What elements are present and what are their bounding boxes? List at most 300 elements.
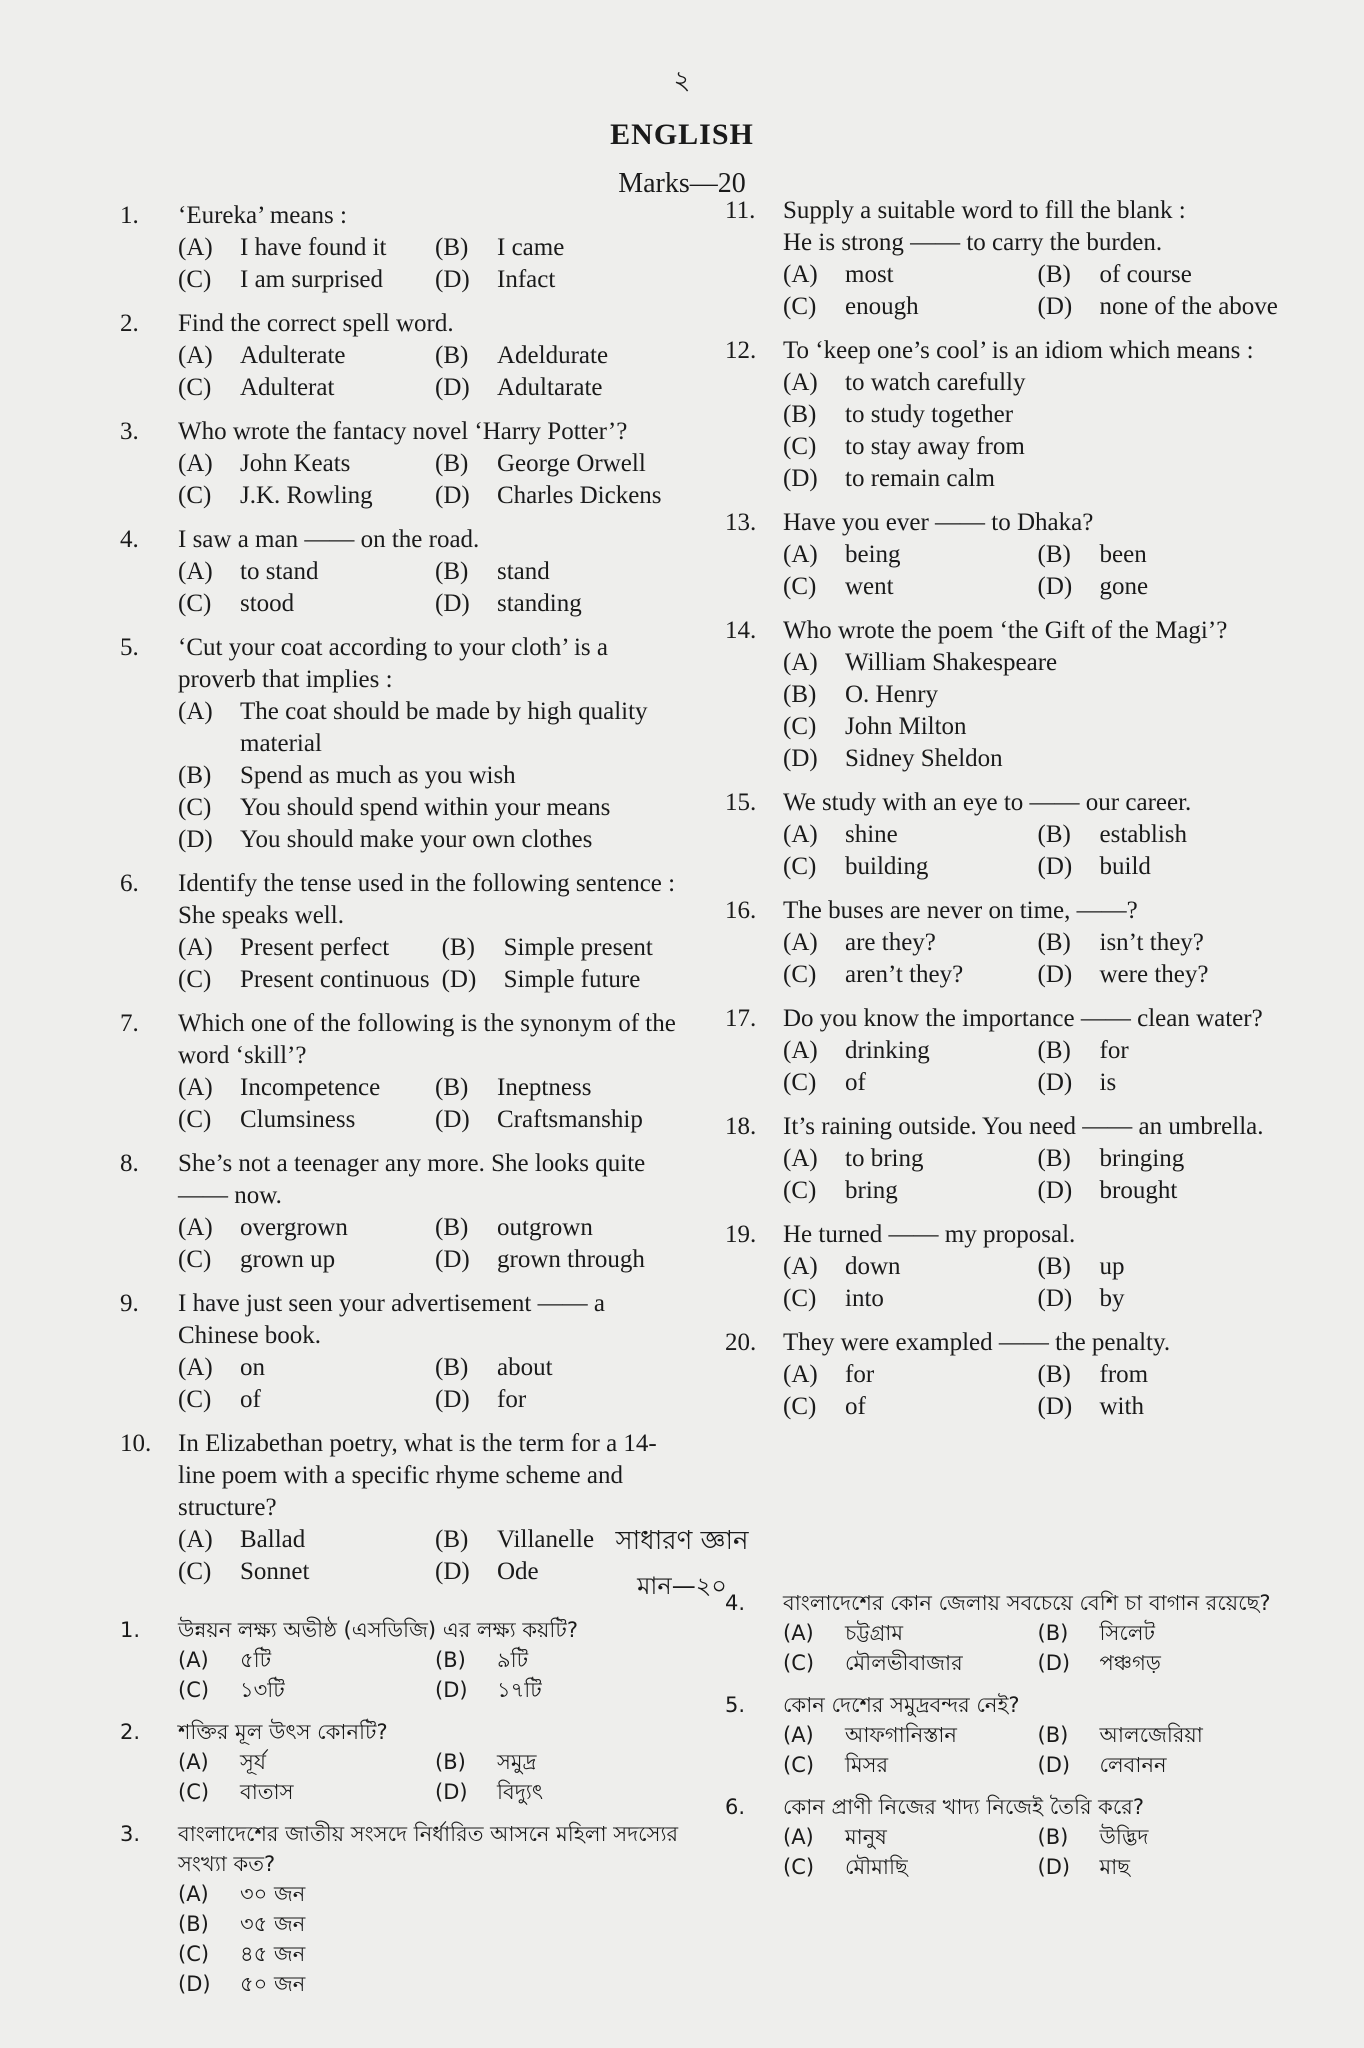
answer-option xyxy=(1038,1035,1281,1067)
answer-option xyxy=(178,448,423,480)
option-text: Adulterate xyxy=(240,342,346,369)
answer-option xyxy=(783,1067,1026,1099)
option-letter: (A) xyxy=(178,1648,209,1672)
question-text: শক্তির মূল উৎস কোনটি? xyxy=(178,1720,388,1744)
option-text: drinking xyxy=(845,1037,930,1064)
option-text: ৫০ জন xyxy=(240,1972,306,1996)
answer-option xyxy=(435,448,680,480)
option-letter: (B) xyxy=(1037,1145,1071,1172)
gk-section-title: সাধারণ জ্ঞান xyxy=(615,1526,749,1556)
answer-option xyxy=(1038,291,1281,323)
answer-option xyxy=(435,340,680,372)
answer-option xyxy=(178,1645,423,1675)
option-letter: (A) xyxy=(178,1526,213,1553)
option-letter: (C) xyxy=(178,374,212,401)
gk-marks: মান—২০ xyxy=(637,1572,727,1600)
question xyxy=(725,787,1280,883)
option-letter: (C) xyxy=(178,966,212,993)
answer-option xyxy=(783,711,1280,743)
option-text: Sidney Sheldon xyxy=(845,745,1003,772)
option-letter: (D) xyxy=(1037,1069,1073,1096)
option-text: Ode xyxy=(497,1558,539,1585)
option-text: to stand xyxy=(240,558,319,585)
answer-option xyxy=(1038,1359,1281,1391)
option-letter: (D) xyxy=(1037,1753,1071,1777)
option-letter: (B) xyxy=(435,234,469,261)
answer-option xyxy=(1038,851,1281,883)
option-text: Adultarate xyxy=(497,374,603,401)
option-text: enough xyxy=(845,293,919,320)
question-number: 1. xyxy=(120,1618,141,1642)
option-text: bringing xyxy=(1099,1145,1185,1172)
answer-option xyxy=(1038,1822,1281,1852)
answer-option xyxy=(783,1720,1026,1750)
question-number: 6. xyxy=(725,1795,746,1819)
answer-option xyxy=(178,372,423,404)
option-letter: (B) xyxy=(435,1354,469,1381)
answer-option xyxy=(1038,1648,1281,1678)
question xyxy=(725,1588,1280,1678)
answer-option xyxy=(178,1879,680,1909)
option-text: Present perfect xyxy=(240,934,390,961)
question-sentence: He is strong —— to carry the burden. xyxy=(783,229,1163,256)
question-number: 1. xyxy=(120,202,139,229)
question-text: To ‘keep one’s cool’ is an idiom which means : xyxy=(783,337,1254,364)
option-text: John Milton xyxy=(845,713,967,740)
answer-option xyxy=(783,291,1026,323)
answer-option xyxy=(783,1035,1026,1067)
answer-option xyxy=(435,372,680,404)
option-letter: (D) xyxy=(1037,1651,1071,1675)
option-text: on xyxy=(240,1354,265,1381)
option-letter: (B) xyxy=(435,1214,469,1241)
option-letter: (C) xyxy=(178,1558,212,1585)
option-text: ৪৫ জন xyxy=(240,1942,306,1966)
question xyxy=(725,335,1280,495)
answer-option xyxy=(178,340,423,372)
answer-option xyxy=(435,1212,680,1244)
answer-option xyxy=(178,1352,423,1384)
answer-option xyxy=(435,1777,680,1807)
option-text: stood xyxy=(240,590,295,617)
question xyxy=(120,1288,680,1416)
option-letter: (A) xyxy=(178,450,213,477)
option-text: Adeldurate xyxy=(497,342,609,369)
question-number: 20. xyxy=(725,1329,757,1356)
option-letter: (D) xyxy=(435,590,470,617)
question-text: In Elizabethan poetry, what is the term for a 14-line poem with a specific rhyme scheme and structure? xyxy=(178,1430,657,1521)
question-number: 3. xyxy=(120,418,139,445)
question-number: 13. xyxy=(725,509,757,536)
question-number: 9. xyxy=(120,1290,139,1317)
answer-option xyxy=(178,1244,423,1276)
answer-option xyxy=(1038,1143,1281,1175)
answer-option xyxy=(435,588,680,620)
option-letter: (D) xyxy=(1037,293,1073,320)
answer-option xyxy=(435,1244,680,1276)
question-text: Do you know the importance —— clean water? xyxy=(783,1005,1263,1032)
option-text: ৯টি xyxy=(497,1648,529,1672)
question-text: কোন দেশের সমুদ্রবন্দর নেই? xyxy=(783,1693,1020,1717)
answer-option xyxy=(1038,1852,1281,1882)
answer-option xyxy=(783,1648,1026,1678)
answer-option xyxy=(1038,819,1281,851)
question-text: The buses are never on time, ——? xyxy=(783,897,1138,924)
question xyxy=(725,895,1280,991)
option-letter: (B) xyxy=(1037,821,1071,848)
question-number: 12. xyxy=(725,337,757,364)
gk-right-column xyxy=(725,1588,1280,1894)
question-text: Who wrote the fantacy novel ‘Harry Potter’? xyxy=(178,418,628,445)
options-list xyxy=(783,647,1280,775)
question-text: They were exampled —— the penalty. xyxy=(783,1329,1171,1356)
answer-option xyxy=(783,1750,1026,1780)
answer-option xyxy=(1038,927,1281,959)
option-letter: (A) xyxy=(783,541,818,568)
option-letter: (B) xyxy=(1037,1361,1071,1388)
answer-option xyxy=(783,927,1026,959)
option-text: bring xyxy=(845,1177,898,1204)
option-text: পঞ্চগড় xyxy=(1099,1651,1161,1675)
question xyxy=(120,1615,680,1705)
option-text: ৩৫ জন xyxy=(240,1912,306,1936)
option-letter: (D) xyxy=(178,826,213,853)
question-text: I have just seen your advertisement —— a Chinese book. xyxy=(178,1290,605,1349)
answer-option xyxy=(178,760,680,792)
option-text: Spend as much as you wish xyxy=(240,762,516,789)
question xyxy=(120,1717,680,1807)
answer-option xyxy=(783,1143,1026,1175)
answer-option xyxy=(783,539,1026,571)
options-list xyxy=(178,340,680,404)
answer-option xyxy=(178,1384,423,1416)
question-number: 7. xyxy=(120,1010,139,1037)
option-text: Charles Dickens xyxy=(497,482,662,509)
answer-option xyxy=(435,480,680,512)
options-list xyxy=(783,1618,1280,1678)
option-letter: (A) xyxy=(783,821,818,848)
option-text: shine xyxy=(845,821,898,848)
option-text: being xyxy=(845,541,901,568)
option-text: standing xyxy=(497,590,582,617)
option-text: আলজেরিয়া xyxy=(1099,1723,1203,1747)
option-letter: (B) xyxy=(435,450,469,477)
option-text: Simple future xyxy=(503,966,641,993)
option-text: I came xyxy=(497,234,565,261)
question-text: ‘Cut your coat according to your cloth’ is a proverb that implies : xyxy=(178,634,608,693)
option-text: to stay away from xyxy=(845,433,1025,460)
question xyxy=(725,195,1280,323)
option-letter: (A) xyxy=(178,342,213,369)
option-text: is xyxy=(1099,1069,1117,1096)
option-text: O. Henry xyxy=(845,681,939,708)
option-text: বাতাস xyxy=(240,1780,294,1804)
option-letter: (D) xyxy=(435,1780,468,1804)
option-letter: (A) xyxy=(783,261,818,288)
question xyxy=(120,1008,680,1136)
option-letter: (B) xyxy=(1037,541,1071,568)
option-letter: (D) xyxy=(1037,1393,1073,1420)
answer-option xyxy=(1038,1720,1281,1750)
options-list xyxy=(178,1352,680,1416)
option-letter: (C) xyxy=(783,961,817,988)
option-letter: (C) xyxy=(178,1246,212,1273)
option-text: The coat should be made by high quality material xyxy=(240,698,648,757)
answer-option xyxy=(178,1212,423,1244)
options-list xyxy=(783,367,1280,495)
answer-option xyxy=(178,696,680,760)
option-text: Incompetence xyxy=(240,1074,381,1101)
option-letter: (A) xyxy=(783,1253,818,1280)
option-text: to watch carefully xyxy=(845,369,1026,396)
option-text: none of the above xyxy=(1099,293,1278,320)
option-letter: (C) xyxy=(178,1106,212,1133)
option-letter: (B) xyxy=(178,1912,209,1936)
options-list xyxy=(178,1645,680,1705)
option-letter: (B) xyxy=(783,401,817,428)
answer-option xyxy=(783,259,1026,291)
option-text: সূর্য xyxy=(240,1750,266,1774)
option-text: establish xyxy=(1099,821,1187,848)
option-text: most xyxy=(845,261,894,288)
option-text: উদ্ভিদ xyxy=(1099,1825,1149,1849)
answer-option xyxy=(178,1777,423,1807)
option-letter: (D) xyxy=(783,465,818,492)
question-number: 5. xyxy=(120,634,139,661)
option-letter: (A) xyxy=(783,1361,818,1388)
answer-option xyxy=(435,1645,680,1675)
option-text: I am surprised xyxy=(240,266,384,293)
option-letter: (D) xyxy=(1037,1855,1071,1879)
english-section-title: ENGLISH xyxy=(610,118,754,151)
question-text: She’s not a teenager any more. She looks quite —— now. xyxy=(178,1150,646,1209)
option-letter: (B) xyxy=(435,1526,469,1553)
answer-option xyxy=(178,1072,423,1104)
option-text: were they? xyxy=(1099,961,1209,988)
option-text: মাছ xyxy=(1099,1855,1130,1879)
question-number: 10. xyxy=(120,1430,152,1457)
options-list xyxy=(783,927,1280,991)
answer-option xyxy=(435,1384,680,1416)
options-list xyxy=(178,1747,680,1807)
question xyxy=(725,1690,1280,1780)
option-text: ৩০ জন xyxy=(240,1882,306,1906)
option-letter: (B) xyxy=(435,558,469,585)
option-text: J.K. Rowling xyxy=(240,482,373,509)
option-text: building xyxy=(845,853,929,880)
option-text: Sonnet xyxy=(240,1558,310,1585)
answer-option xyxy=(783,1359,1026,1391)
question-number: 3. xyxy=(120,1822,141,1846)
option-letter: (D) xyxy=(435,1106,470,1133)
answer-option xyxy=(178,1969,680,1999)
answer-option xyxy=(783,571,1026,603)
option-letter: (C) xyxy=(783,573,817,600)
question-text: Find the correct spell word. xyxy=(178,310,454,337)
option-text: ১৩টি xyxy=(240,1678,285,1702)
option-letter: (D) xyxy=(783,745,818,772)
options-list xyxy=(783,1035,1280,1099)
option-text: সিলেট xyxy=(1099,1621,1155,1645)
options-list xyxy=(178,232,680,296)
option-text: ৫টি xyxy=(240,1648,272,1672)
option-text: by xyxy=(1099,1285,1125,1312)
answer-option xyxy=(442,932,680,964)
option-text: of xyxy=(240,1386,261,1413)
answer-option xyxy=(178,556,423,588)
answer-option xyxy=(435,1747,680,1777)
question xyxy=(120,868,680,996)
question-text: কোন প্রাণী নিজের খাদ্য নিজেই তৈরি করে? xyxy=(783,1795,1145,1819)
gk-left-column xyxy=(120,1615,680,2011)
question-text: I saw a man —— on the road. xyxy=(178,526,480,553)
answer-option xyxy=(178,480,423,512)
option-text: of course xyxy=(1099,261,1192,288)
question xyxy=(725,1327,1280,1423)
question-number: 2. xyxy=(120,1720,141,1744)
option-letter: (A) xyxy=(178,558,213,585)
option-letter: (D) xyxy=(178,1972,211,1996)
option-letter: (A) xyxy=(178,1750,209,1774)
option-text: I have found it xyxy=(240,234,387,261)
question-text: It’s raining outside. You need —— an umbrella. xyxy=(783,1113,1264,1140)
answer-option xyxy=(178,792,680,824)
option-letter: (C) xyxy=(178,590,212,617)
question-text: বাংলাদেশের কোন জেলায় সবচেয়ে বেশি চা বাগান রয়েছে? xyxy=(783,1591,1271,1615)
options-list xyxy=(783,1720,1280,1780)
options-list xyxy=(783,539,1280,603)
options-list xyxy=(783,1359,1280,1423)
option-text: up xyxy=(1099,1253,1125,1280)
options-list xyxy=(783,259,1280,323)
option-text: চট্টগ্রাম xyxy=(845,1621,904,1645)
question xyxy=(725,615,1280,775)
option-letter: (B) xyxy=(1037,929,1071,956)
option-letter: (D) xyxy=(435,374,470,401)
options-list xyxy=(178,556,680,620)
option-text: to bring xyxy=(845,1145,924,1172)
option-letter: (C) xyxy=(178,266,212,293)
option-letter: (C) xyxy=(783,433,817,460)
question-text: ‘Eureka’ means : xyxy=(178,202,347,229)
option-text: ১৭টি xyxy=(497,1678,542,1702)
option-text: Adulterat xyxy=(240,374,335,401)
option-letter: (A) xyxy=(783,1825,814,1849)
option-letter: (C) xyxy=(178,1386,212,1413)
question xyxy=(725,1792,1280,1882)
option-text: went xyxy=(845,573,894,600)
question-number: 14. xyxy=(725,617,757,644)
option-text: grown up xyxy=(240,1246,336,1273)
question-number: 8. xyxy=(120,1150,139,1177)
option-letter: (A) xyxy=(178,1354,213,1381)
option-text: লেবানন xyxy=(1099,1753,1167,1777)
answer-option xyxy=(783,1175,1026,1207)
option-letter: (A) xyxy=(783,1621,814,1645)
question xyxy=(120,1819,680,1999)
option-text: to study together xyxy=(845,401,1014,428)
option-letter: (A) xyxy=(783,1723,814,1747)
answer-option xyxy=(178,824,680,856)
question xyxy=(120,632,680,856)
answer-option xyxy=(435,1104,680,1136)
answer-option xyxy=(1038,1067,1281,1099)
answer-option xyxy=(178,1747,423,1777)
option-letter: (A) xyxy=(178,1882,209,1906)
question-sentence: She speaks well. xyxy=(178,902,344,929)
question-text: We study with an eye to —— our career. xyxy=(783,789,1192,816)
answer-option xyxy=(1038,1251,1281,1283)
answer-option xyxy=(1038,539,1281,571)
option-text: Clumsiness xyxy=(240,1106,356,1133)
options-list xyxy=(178,448,680,512)
option-text: for xyxy=(497,1386,527,1413)
option-text: মিসর xyxy=(845,1753,889,1777)
option-letter: (D) xyxy=(1037,961,1073,988)
english-left-column xyxy=(120,200,680,1600)
answer-option xyxy=(783,1283,1026,1315)
answer-option xyxy=(1038,959,1281,991)
option-letter: (C) xyxy=(178,1678,210,1702)
answer-option xyxy=(178,1939,680,1969)
answer-option xyxy=(783,1391,1026,1423)
option-text: মানুষ xyxy=(845,1825,887,1849)
answer-option xyxy=(783,1618,1026,1648)
answer-option xyxy=(783,399,1280,431)
answer-option xyxy=(783,647,1280,679)
option-letter: (D) xyxy=(1037,1285,1073,1312)
answer-option xyxy=(1038,1618,1281,1648)
question xyxy=(120,200,680,296)
option-text: aren’t they? xyxy=(845,961,964,988)
option-text: for xyxy=(845,1361,875,1388)
options-list xyxy=(178,1879,680,1999)
answer-option xyxy=(178,1104,423,1136)
option-letter: (B) xyxy=(1037,1621,1069,1645)
question xyxy=(725,1003,1280,1099)
question xyxy=(120,1428,680,1588)
answer-option xyxy=(435,556,680,588)
option-text: John Keats xyxy=(240,450,351,477)
option-text: stand xyxy=(497,558,550,585)
question-text: Who wrote the poem ‘the Gift of the Magi’? xyxy=(783,617,1228,644)
question-text: He turned —— my proposal. xyxy=(783,1221,1076,1248)
question xyxy=(120,308,680,404)
answer-option xyxy=(1038,259,1281,291)
option-letter: (C) xyxy=(783,1393,817,1420)
option-letter: (C) xyxy=(178,794,212,821)
option-letter: (C) xyxy=(178,482,212,509)
question xyxy=(725,1111,1280,1207)
option-letter: (A) xyxy=(178,1074,213,1101)
option-letter: (A) xyxy=(178,1214,213,1241)
option-text: with xyxy=(1099,1393,1144,1420)
option-letter: (A) xyxy=(783,929,818,956)
answer-option xyxy=(435,1675,680,1705)
question xyxy=(120,1148,680,1276)
answer-option xyxy=(783,851,1026,883)
answer-option xyxy=(783,463,1280,495)
options-list xyxy=(178,1212,680,1276)
option-letter: (D) xyxy=(435,1678,468,1702)
options-list xyxy=(178,1072,680,1136)
answer-option xyxy=(783,1251,1026,1283)
option-text: You should make your own clothes xyxy=(240,826,593,853)
question-number: 2. xyxy=(120,310,139,337)
option-text: down xyxy=(845,1253,901,1280)
option-text: to remain calm xyxy=(845,465,995,492)
option-text: মৌলভীবাজার xyxy=(845,1651,963,1675)
